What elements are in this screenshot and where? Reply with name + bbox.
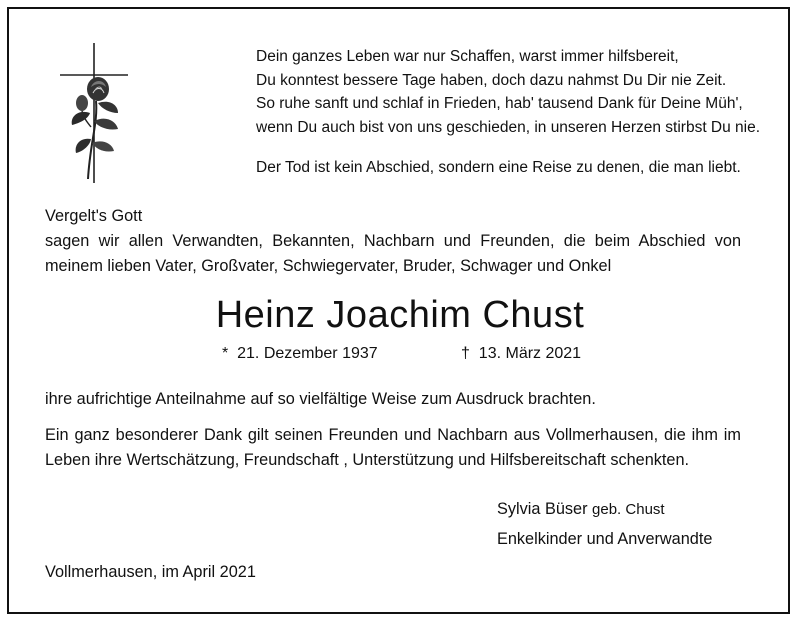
death-symbol: † bbox=[461, 345, 470, 362]
poem-line: wenn Du auch bist von uns geschieden, in unseren Herzen stirbst Du nie. bbox=[256, 119, 761, 137]
death-date-row bbox=[461, 346, 581, 362]
cross-rose-icon bbox=[58, 43, 130, 183]
thanks-line-2: meinem lieben Vater, Großvater, Schwiegervater, Bruder, Schwager und Onkel bbox=[45, 257, 612, 275]
thanks-greeting: Vergelt's Gott bbox=[45, 207, 143, 225]
signature-maiden: geb. Chust bbox=[592, 501, 665, 518]
birth-symbol: * bbox=[222, 345, 229, 362]
death-date: 13. März 2021 bbox=[478, 345, 582, 362]
place-date: Vollmerhausen, im April 2021 bbox=[45, 563, 256, 581]
signature-line-1 bbox=[497, 500, 665, 519]
special-thanks-line-2: Leben ihre Wertschätzung, Freundschaft , Unterstützung und Hilfsbereitschaft schenkten. bbox=[45, 451, 690, 469]
closing-line-1: ihre aufrichtige Anteilnahme auf so vielfältige Weise zum Ausdruck brachten. bbox=[45, 390, 596, 408]
poem-line: So ruhe sanft und schlaf in Frieden, hab' tausend Dank für Deine Müh', bbox=[256, 95, 743, 113]
deceased-name: Heinz Joachim Chust bbox=[215, 294, 585, 336]
poem-line: Dein ganzes Leben war nur Schaffen, warst immer hilfsbereit, bbox=[256, 48, 679, 65]
birth-date-row bbox=[222, 346, 378, 362]
poem-line: Du konntest bessere Tage haben, doch dazu nahmst Du Dir nie Zeit. bbox=[256, 71, 727, 89]
quote: Der Tod ist kein Abschied, sondern eine Reise zu denen, die man liebt. bbox=[256, 159, 741, 176]
signature-family: Enkelkinder und Anverwandte bbox=[497, 530, 713, 548]
thanks-line-1: sagen wir allen Verwandten, Bekannten, Nachbarn und Freunden, die beim Abschied von bbox=[45, 232, 741, 250]
birth-date: 21. Dezember 1937 bbox=[237, 345, 378, 362]
special-thanks-line-1: Ein ganz besonderer Dank gilt seinen Freunden und Nachbarn aus Vollmerhausen, die ihm im bbox=[45, 426, 741, 444]
signature-name: Sylvia Büser bbox=[497, 500, 588, 518]
poem bbox=[256, 45, 760, 140]
